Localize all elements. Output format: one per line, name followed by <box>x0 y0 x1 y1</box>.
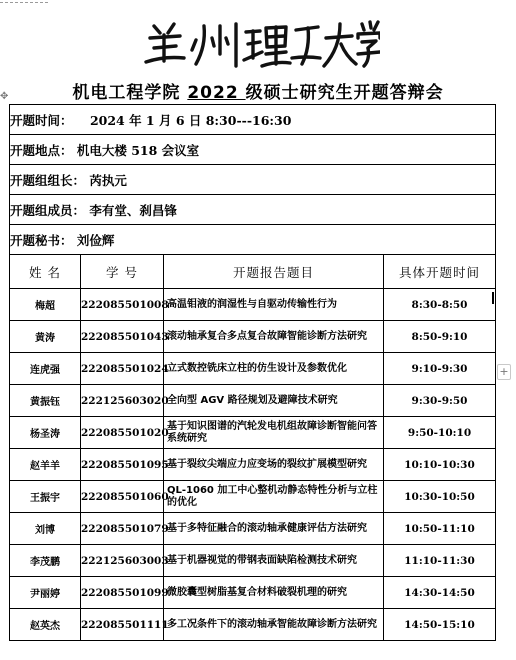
info-row-leader <box>10 165 496 195</box>
slot-time: 9:50-10:10 <box>384 417 496 449</box>
info-row-members <box>10 195 496 225</box>
student-id: 222085501111 <box>81 609 164 641</box>
table-row <box>10 609 496 641</box>
table-row <box>10 321 496 353</box>
student-id: 222085501095 <box>81 449 164 481</box>
student-name: 李茂鹏 <box>10 545 81 577</box>
info-label: 开题组组长： <box>10 172 86 188</box>
report-topic: 基于多特征融合的滚动轴承健康评估方法研究 <box>164 513 384 545</box>
university-logo <box>140 18 380 70</box>
table-row <box>10 545 496 577</box>
student-name: 尹丽婷 <box>10 577 81 609</box>
col-header-topic: 开题报告题目 <box>164 255 384 289</box>
page-title <box>0 78 516 103</box>
table-row <box>10 417 496 449</box>
title-event: 级硕士研究生开题答辩会 <box>245 83 444 103</box>
slot-time: 8:30-8:50 <box>384 289 496 321</box>
student-id: 222085501099 <box>81 577 164 609</box>
table-row <box>10 449 496 481</box>
info-value: 2024 年 1 月 6 日 8:30---16:30 <box>89 112 292 128</box>
slot-time: 14:30-14:50 <box>384 577 496 609</box>
table-row <box>10 289 496 321</box>
student-name: 梅超 <box>10 289 81 321</box>
slot-time: 11:10-11:30 <box>384 545 496 577</box>
student-id: 222085501079 <box>81 513 164 545</box>
info-label: 开题组成员： <box>10 202 86 218</box>
student-id: 222085501024 <box>81 353 164 385</box>
info-row-location <box>10 135 496 165</box>
table-row <box>10 353 496 385</box>
report-topic: 微胶囊型树脂基复合材料破裂机理的研究 <box>164 577 384 609</box>
student-id: 222125603003 <box>81 545 164 577</box>
table-move-handle-icon[interactable]: ✥ <box>0 91 9 102</box>
table-header-row <box>10 255 496 289</box>
student-name: 王振宇 <box>10 481 81 513</box>
student-name: 刘博 <box>10 513 81 545</box>
table-row <box>10 481 496 513</box>
student-name: 黄涛 <box>10 321 81 353</box>
info-value: 芮执元 <box>89 172 127 188</box>
student-name: 连虎强 <box>10 353 81 385</box>
student-id: 222085501043 <box>81 321 164 353</box>
report-topic: 滚动轴承复合多点复合故障智能诊断方法研究 <box>164 321 384 353</box>
student-name: 杨圣涛 <box>10 417 81 449</box>
table-row <box>10 513 496 545</box>
report-topic: 基于机器视觉的带钢表面缺陷检测技术研究 <box>164 545 384 577</box>
slot-time: 14:50-15:10 <box>384 609 496 641</box>
title-college: 机电工程学院 <box>72 83 188 103</box>
slot-time: 10:30-10:50 <box>384 481 496 513</box>
info-value: 刘俭辉 <box>76 232 115 248</box>
slot-time: 10:10-10:30 <box>384 449 496 481</box>
report-topic: QL-1060 加工中心整机动静态特性分析与立柱的优化 <box>164 481 384 513</box>
info-label: 开题地点： <box>10 142 73 158</box>
report-topic: 基于裂纹尖端应力应变场的裂纹扩展模型研究 <box>164 449 384 481</box>
top-ruler <box>0 0 516 10</box>
student-id: 222085501060 <box>81 481 164 513</box>
title-year: 2022 <box>187 83 246 103</box>
student-name: 黄振钰 <box>10 385 81 417</box>
info-row-time <box>10 105 496 135</box>
info-row-secretary <box>10 225 496 255</box>
col-header-student-id: 学 号 <box>81 255 164 289</box>
add-row-button[interactable]: + <box>497 364 511 380</box>
table-row <box>10 577 496 609</box>
report-topic: 基于知识图谱的汽轮发电机组故障诊断智能问答系统研究 <box>164 417 384 449</box>
col-header-time: 具体开题时间 <box>384 255 496 289</box>
col-header-name: 姓 名 <box>10 255 81 289</box>
slot-time: 9:10-9:30 <box>384 353 496 385</box>
report-topic: 全向型 AGV 路径规划及避障技术研究 <box>164 385 384 417</box>
slot-time: 10:50-11:10 <box>384 513 496 545</box>
report-topic: 高温钼液的润湿性与自驱动传输性行为 <box>164 289 384 321</box>
info-label: 开题时间： <box>10 112 73 128</box>
student-name: 赵英杰 <box>10 609 81 641</box>
info-label: 开题秘书： <box>10 232 73 248</box>
student-name: 赵羊羊 <box>10 449 81 481</box>
slot-time: 8:50-9:10 <box>384 321 496 353</box>
table-row <box>10 385 496 417</box>
report-topic: 多工况条件下的滚动轴承智能故障诊断方法研究 <box>164 609 384 641</box>
student-id: 222085501020 <box>81 417 164 449</box>
info-value: 机电大楼 518 会议室 <box>76 142 200 158</box>
student-id: 222085501008 <box>81 289 164 321</box>
schedule-table <box>9 104 496 641</box>
report-topic: 立式数控铣床立柱的仿生设计及参数优化 <box>164 353 384 385</box>
info-value: 李有堂、刹昌锋 <box>89 202 177 218</box>
slot-time: 9:30-9:50 <box>384 385 496 417</box>
student-id: 222125603020 <box>81 385 164 417</box>
